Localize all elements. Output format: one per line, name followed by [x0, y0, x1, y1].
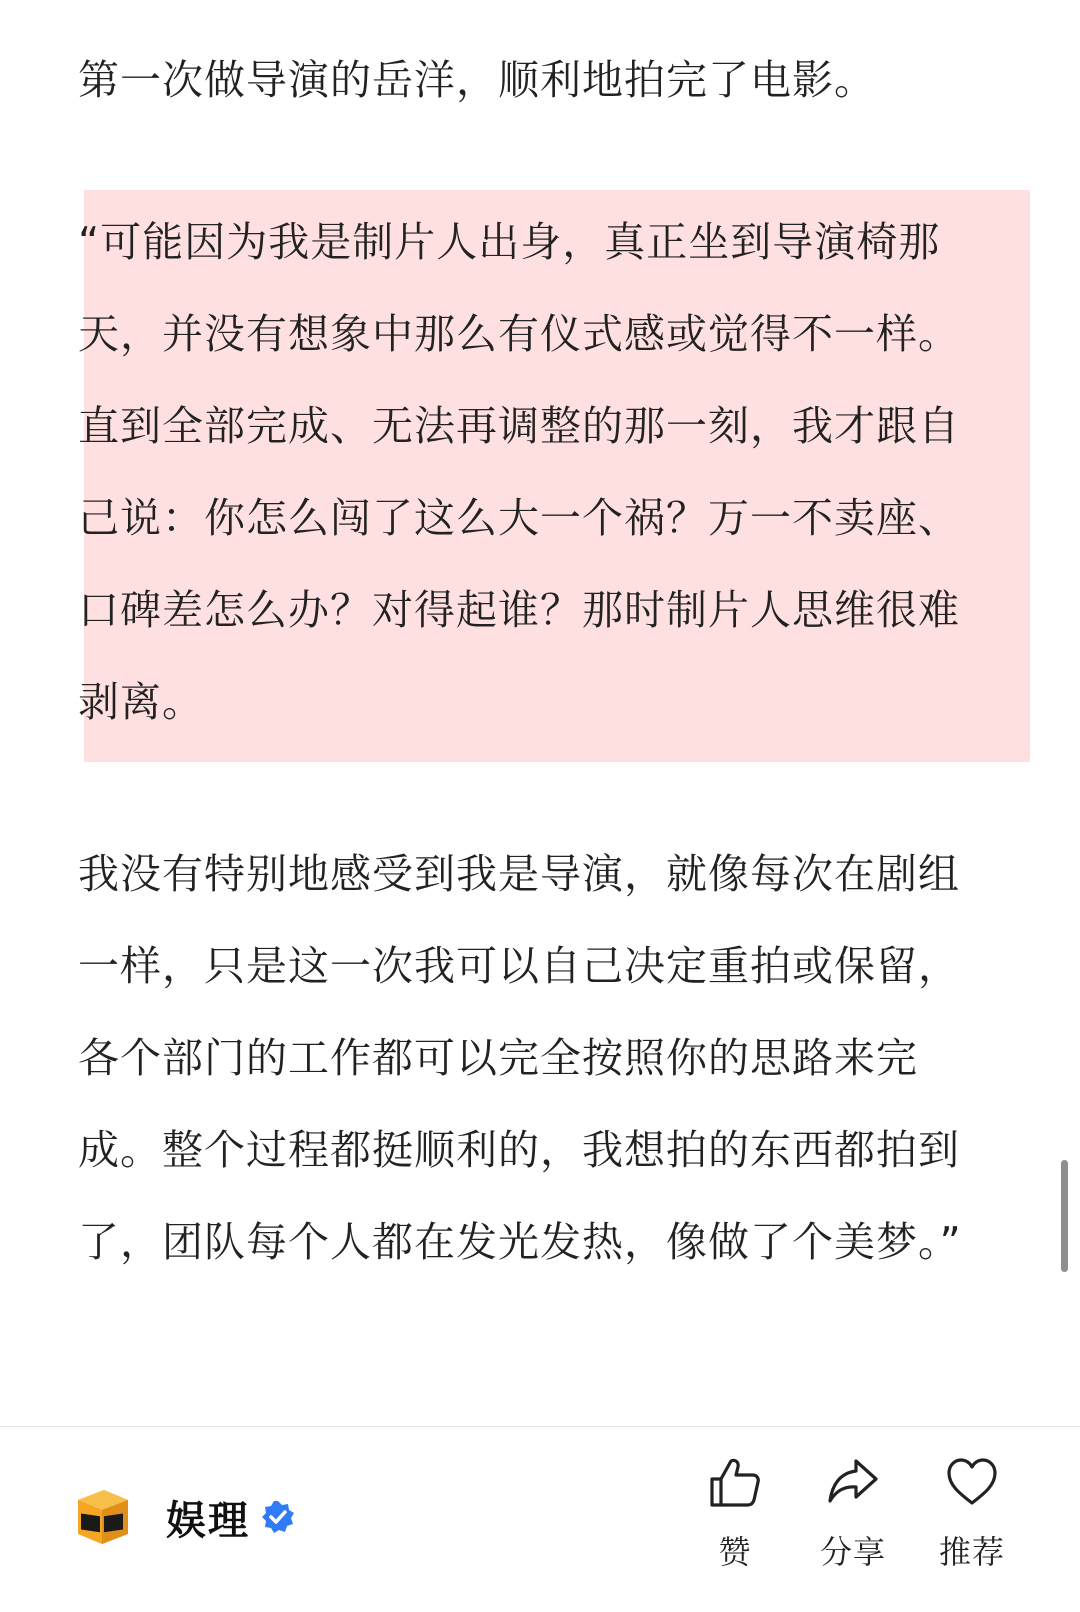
recommend-button[interactable] — [917, 1455, 1027, 1595]
recommend-label: 推荐 — [938, 1533, 1005, 1571]
highlighted-quote-paragraph: “可能因为我是制片人出身，真正坐到导演椅那天，并没有想象中那么有仪式感或觉得不一样。直到全部完成、无法再调整的那一刻，我才跟自己说：你怎么闯了这么大一个祸？万一不卖座、口碑差怎么办？对得起谁？那时制片人思维很难剥离。 — [78, 218, 960, 726]
verified-badge-icon — [260, 1499, 296, 1535]
like-button[interactable] — [680, 1455, 790, 1595]
share-label: 分享 — [819, 1533, 886, 1571]
bottom-action-bar — [0, 1427, 1080, 1612]
author-avatar[interactable] — [70, 1486, 132, 1548]
heart-icon — [945, 1455, 999, 1509]
author-info[interactable] — [70, 1475, 296, 1559]
share-button[interactable] — [798, 1455, 908, 1595]
scrollbar-thumb[interactable] — [1061, 1160, 1068, 1272]
share-arrow-icon — [826, 1455, 880, 1509]
author-name[interactable]: 娱理 — [166, 1497, 250, 1544]
article-paragraph: 我没有特别地感受到我是导演，就像每次在剧组一样，只是这一次我可以自己决定重拍或保留，各个部门的工作都可以完全按照你的思路来完成。整个过程都挺顺利的，我想拍的东西都拍到了，团队每个人都在发光发热，像做了个美梦。” — [78, 850, 962, 1266]
thumbs-up-icon — [708, 1455, 762, 1509]
article-paragraph: 第一次做导演的岳洋，顺利地拍完了电影。 — [78, 56, 876, 104]
like-label: 赞 — [718, 1533, 752, 1571]
